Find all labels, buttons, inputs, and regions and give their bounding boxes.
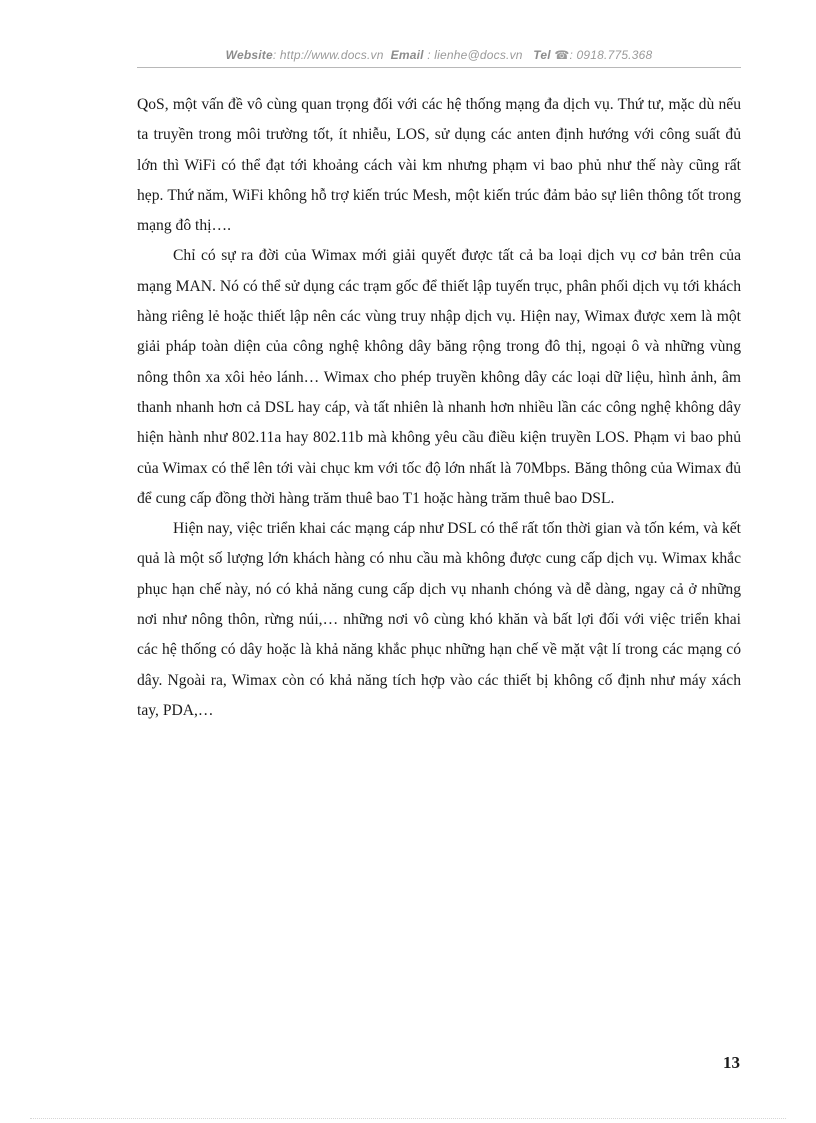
email-value: : lienhe@docs.vn bbox=[427, 48, 523, 62]
footer-divider bbox=[30, 1118, 786, 1119]
paragraph-2: Chỉ có sự ra đời của Wimax mới giải quyết được tất cả ba loại dịch vụ cơ bản trên của mạng MAN. Nó có thể sử dụng các trạm gốc để thiết lập tuyến trục, phân phối dịch vụ tới khách hàng riêng lẻ hoặc thiết lập nên các vùng truy nhập dịch vụ. Hiện nay, Wimax được xem là một giải pháp toàn diện của công nghệ không dây băng rộng trong đô thị, ngoại ô và những vùng nông thôn xa xôi hẻo lánh… Wimax cho phép truyền không dây các loại dữ liệu, hình ảnh, âm thanh nhanh hơn cả DSL hay cáp, và tất nhiên là nhanh hơn nhiều lần các công nghệ không dây hiện hành như 802.11a hay 802.11b mà không yêu cầu điều kiện truyền LOS. Phạm vi bao phủ của Wimax có thể lên tới vài chục km với tốc độ lớn nhất là 70Mbps. Băng thông của Wimax đủ để cung cấp đồng thời hàng trăm thuê bao T1 hoặc hàng trăm thuê bao DSL. bbox=[137, 247, 741, 507]
document-body bbox=[137, 90, 741, 726]
tel-value: : 0918.775.368 bbox=[569, 48, 653, 62]
phone-icon: ☎ bbox=[554, 48, 570, 62]
email-label: Email bbox=[390, 48, 424, 62]
paragraph-3: Hiện nay, việc triển khai các mạng cáp như DSL có thể rất tốn thời gian và tốn kém, và kết quả là một số lượng lớn khách hàng có nhu cầu mà không được cung cấp dịch vụ. Wimax khắc phục hạn chế này, nó có khả năng cung cấp dịch vụ nhanh chóng và dễ dàng, ngay cả ở những nơi như nông thôn, rừng núi,… những nơi vô cùng khó khăn và bất lợi đối với việc triển khai các hệ thống có dây hoặc là khả năng khắc phục những hạn chế về mặt vật lí trong các mạng có dây. Ngoài ra, Wimax còn có khả năng tích hợp vào các thiết bị không cố định như máy xách tay, PDA,… bbox=[137, 520, 741, 719]
page-header bbox=[137, 48, 741, 62]
header-divider bbox=[137, 67, 741, 68]
tel-label: Tel bbox=[533, 48, 551, 62]
website-label: Website bbox=[225, 48, 273, 62]
paragraph-1: QoS, một vấn đề vô cùng quan trọng đối với các hệ thống mạng đa dịch vụ. Thứ tư, mặc dù nếu ta truyền trong môi trường tốt, ít nhiễu, LOS, sử dụng các anten định hướng với công suất đủ lớn thì WiFi có thể đạt tới khoảng cách vài km nhưng phạm vi bao phủ như thế này cũng rất hẹp. Thứ năm, WiFi không hỗ trợ kiến trúc Mesh, một kiến trúc đảm bảo sự liên thông tốt trong mạng đô thị…. bbox=[137, 96, 741, 235]
website-value: : http://www.docs.vn bbox=[272, 48, 384, 62]
page-number: 13 bbox=[723, 1053, 740, 1072]
